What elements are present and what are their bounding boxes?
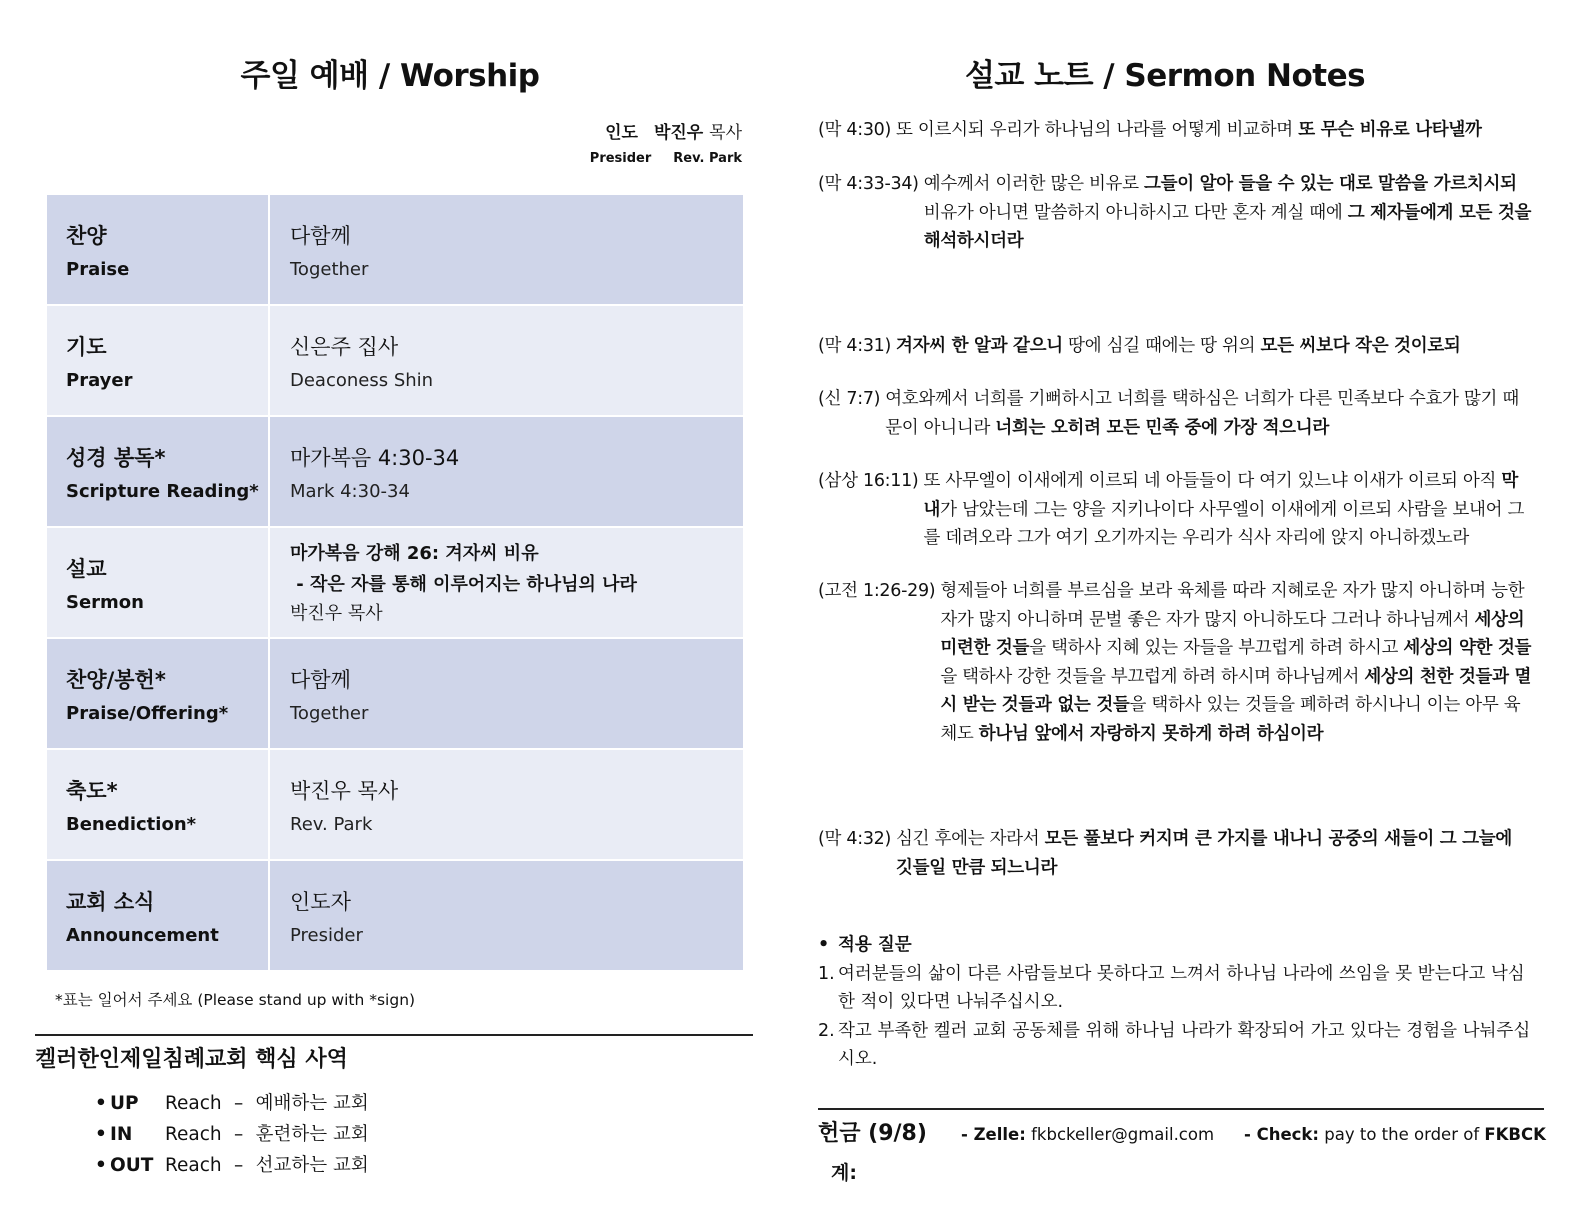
verse-block — [818, 825, 1534, 882]
order-item-leader-en: Presider — [290, 924, 363, 946]
order-item-name — [46, 416, 269, 527]
sermon-notes-title: 설교 노트 / Sermon Notes — [964, 58, 1366, 94]
verse-run: 형제들아 너희를 부르심을 보라 육체를 따라 지혜로운 자가 많지 아니하며 능한 자가 많지 아니하며 문벌 좋은 자가 많지 아니하도다 그러나 하나님께서 — [940, 581, 1525, 630]
table-row — [46, 305, 744, 416]
list-item — [95, 1152, 369, 1183]
verse-ref: (막 4:32) — [818, 829, 892, 849]
core-ministry-list — [95, 1090, 369, 1183]
order-item-leader — [269, 860, 744, 971]
ministry-reach: Reach — [165, 1155, 222, 1176]
order-item-name-kr: 설교 — [66, 556, 107, 581]
sermon-preacher: 박진우 목사 — [290, 602, 383, 624]
ministry-desc: 훈련하는 교회 — [255, 1124, 369, 1145]
order-item-name — [46, 638, 269, 749]
verse-emphasis: 모든 씨보다 작은 것이로되 — [1260, 336, 1461, 356]
list-item — [95, 1090, 369, 1121]
question-list — [818, 960, 1534, 1074]
verse-text — [896, 116, 1534, 145]
ministry-tag: OUT — [110, 1155, 154, 1176]
question-text: 작고 부족한 켈러 교회 공동체를 위해 하나님 나라가 확장되어 가고 있다는 경험을 나눠주십시오. — [838, 1020, 1531, 1069]
table-row — [46, 638, 744, 749]
presider-name-en: Rev. Park — [673, 151, 742, 166]
order-item-name-kr: 성경 봉독* — [66, 445, 166, 470]
order-item-leader-en: Deaconess Shin — [290, 369, 434, 391]
order-item-leader — [269, 527, 744, 638]
verse-run: 가 남았는데 그는 양을 지키나이다 사무엘이 이새에게 이르되 사람을 보내어 그를 데려오라 그가 여기 오기까지는 우리가 식사 자리에 앉지 아니하겠노라 — [923, 499, 1525, 548]
order-item-name-en: Praise — [66, 258, 130, 280]
order-item-name-en: Prayer — [66, 369, 133, 391]
verse-ref: (막 4:33-34) — [818, 174, 919, 194]
table-row — [46, 860, 744, 971]
verse-emphasis: 너희는 오히려 모든 민족 중에 가장 적으니라 — [995, 417, 1329, 438]
order-item-leader-kr: 마가복음 4:30-34 — [290, 445, 460, 470]
verse-text — [896, 825, 1534, 882]
order-item-name-kr: 축도* — [66, 778, 118, 803]
verse-run: 땅에 심길 때에는 땅 위의 — [1062, 336, 1261, 356]
order-item-name-en: Praise/Offering* — [66, 702, 229, 724]
question-number: 2. — [818, 1020, 835, 1041]
verse-run: 예수께서 이러한 많은 비유로 — [923, 174, 1145, 194]
verse-emphasis: 세상의 미련한 것들 — [940, 609, 1525, 658]
list-item — [818, 960, 1534, 1017]
order-of-worship-table — [45, 193, 745, 972]
presider-label-en: Presider — [589, 151, 652, 166]
verse-run: 비유가 아니면 말씀하지 아니하시고 다만 혼자 계실 때에 — [923, 202, 1348, 223]
order-item-name — [46, 305, 269, 416]
core-ministry-title: 켈러한인제일침례교회 핵심 사역 — [35, 1047, 348, 1072]
verse-emphasis: 그 제자들에게 모든 것을 해석하시더라 — [923, 202, 1532, 251]
offering-total-label: 계: — [831, 1162, 857, 1184]
order-item-name-en: Announcement — [66, 924, 219, 946]
verse-text — [896, 332, 1534, 361]
stand-up-note: *표는 일어서 주세요 (Please stand up with *sign) — [55, 991, 416, 1009]
verse-block — [818, 170, 1534, 256]
verse-emphasis: 겨자씨 한 알과 같으니 — [896, 336, 1063, 356]
verse-emphasis: 세상의 천한 것들과 멸시 받는 것들과 없는 것들 — [940, 666, 1532, 715]
zelle-info — [961, 1125, 1244, 1144]
list-item — [95, 1121, 369, 1152]
check-label: - Check: — [1244, 1125, 1319, 1144]
presider-label-kr: 인도 — [605, 123, 638, 143]
order-item-leader — [269, 194, 744, 305]
order-item-leader — [269, 416, 744, 527]
ministry-dash: – — [234, 1093, 244, 1114]
order-item-name-kr: 기도 — [66, 334, 107, 359]
verse-text — [940, 577, 1534, 748]
presider-name-kr: 박진우 — [653, 123, 704, 143]
worship-title: 주일 예배 / Worship — [240, 58, 540, 94]
application-heading-text: 적용 질문 — [838, 935, 912, 955]
ministry-dash: – — [234, 1124, 244, 1145]
order-item-leader-en: Together — [290, 258, 369, 280]
ministry-reach: Reach — [165, 1093, 222, 1114]
verse-ref: (막 4:31) — [818, 336, 892, 356]
zelle-email: fkbckeller@gmail.com — [1031, 1125, 1215, 1144]
verse-run: 여호와께서 너희를 기뻐하시고 너희를 택하심은 너희가 다른 민족보다 수효가 많기 때문이 아니니라 — [885, 389, 1519, 438]
verse-ref: (삼상 16:11) — [818, 471, 919, 491]
order-item-name-en: Scripture Reading* — [66, 480, 259, 502]
verse-emphasis: 모든 풀보다 커지며 큰 가지를 내나니 공중의 새들이 그 그늘에 깃들일 만큼 되느니라 — [896, 829, 1512, 878]
check-info — [1244, 1125, 1546, 1144]
order-item-name-en: Benediction* — [66, 813, 197, 835]
verse-emphasis: 하나님 앞에서 자랑하지 못하게 하려 하심이라 — [978, 723, 1324, 744]
order-item-leader — [269, 749, 744, 860]
verse-emphasis: 세상의 약한 것들 — [1403, 638, 1532, 658]
verse-block — [818, 385, 1534, 442]
verse-ref: (고전 1:26-29) — [818, 581, 936, 601]
bullet-icon: • — [95, 1124, 107, 1145]
bullet-icon: • — [818, 935, 830, 955]
order-item-leader-en: Rev. Park — [290, 813, 373, 835]
verse-run: 을 택하사 있는 것들을 폐하려 하시나니 이는 아무 육체도 — [940, 695, 1521, 744]
verse-ref: (신 7:7) — [818, 389, 881, 409]
order-item-leader — [269, 638, 744, 749]
question-number: 1. — [818, 963, 835, 984]
ministry-dash: – — [234, 1155, 244, 1176]
verse-emphasis: 그들이 알아 들을 수 있는 대로 말씀을 가르치시되 — [1144, 174, 1517, 194]
table-row — [46, 194, 744, 305]
bullet-icon: • — [95, 1155, 107, 1176]
ministry-desc: 예배하는 교회 — [255, 1093, 369, 1114]
question-text: 여러분들의 삶이 다른 사람들보다 못하다고 느껴서 하나님 나라에 쓰임을 못 받는다고 낙심한 적이 있다면 나눠주십시오. — [838, 963, 1525, 1012]
order-item-leader-kr: 다함께 — [290, 223, 351, 248]
verse-emphasis: 막내 — [923, 471, 1518, 520]
order-item-leader-kr: 인도자 — [290, 889, 351, 914]
order-item-name-kr: 찬양 — [66, 223, 107, 248]
sermon-title-line2: - 작은 자를 통해 이루어지는 하나님의 나라 — [290, 573, 637, 595]
list-item — [818, 1017, 1534, 1074]
order-item-leader-kr: 신은주 집사 — [290, 334, 399, 359]
order-item-name-kr: 찬양/봉헌* — [66, 667, 166, 692]
order-item-name — [46, 527, 269, 638]
order-item-name — [46, 860, 269, 971]
verse-block — [818, 116, 1534, 145]
offering-section — [818, 1116, 1546, 1184]
table-row — [46, 749, 744, 860]
verse-block — [818, 332, 1534, 361]
verse-ref: (막 4:30) — [818, 120, 892, 140]
bullet-icon: • — [95, 1093, 107, 1114]
verse-emphasis: 또 무슨 비유로 나타낼까 — [1298, 120, 1482, 140]
ministry-desc: 선교하는 교회 — [255, 1155, 369, 1176]
ministry-reach: Reach — [165, 1124, 222, 1145]
order-item-leader — [269, 305, 744, 416]
order-item-leader-en: Together — [290, 702, 369, 724]
table-row — [46, 527, 744, 638]
divider — [35, 1034, 753, 1036]
order-item-leader-en: Mark 4:30-34 — [290, 480, 410, 502]
order-item-name — [46, 194, 269, 305]
order-item-name-kr: 교회 소식 — [66, 889, 155, 914]
verse-text — [923, 467, 1534, 553]
application-heading — [818, 931, 1534, 960]
order-item-name — [46, 749, 269, 860]
offering-heading: 헌금 (9/8) — [818, 1121, 927, 1146]
verse-run: 을 택하사 강한 것들을 부끄럽게 하려 하시며 하나님께서 — [940, 666, 1365, 687]
check-payee: FKBCK — [1484, 1125, 1546, 1144]
verse-run: 또 이르시되 우리가 하나님의 나라를 어떻게 비교하며 — [896, 120, 1299, 140]
verse-block — [818, 577, 1534, 748]
presider-title-kr: 목사 — [709, 123, 742, 143]
check-value: pay to the order of — [1324, 1125, 1480, 1144]
sermon-title-line1: 마가복음 강해 26: 겨자씨 비유 — [290, 542, 539, 564]
zelle-label: - Zelle: — [961, 1125, 1026, 1144]
ministry-tag: IN — [110, 1124, 133, 1145]
divider — [818, 1108, 1544, 1110]
verse-run: 심긴 후에는 자라서 — [896, 829, 1045, 849]
application-questions — [818, 931, 1534, 1074]
order-item-name-en: Sermon — [66, 591, 144, 613]
verse-block — [818, 467, 1534, 553]
presider-block — [590, 118, 742, 166]
order-item-leader-kr: 다함께 — [290, 667, 351, 692]
order-item-leader-kr: 박진우 목사 — [290, 778, 399, 803]
verse-text — [924, 170, 1534, 256]
verse-text — [885, 385, 1534, 442]
verse-run: 을 택하사 지혜 있는 자들을 부끄럽게 하려 하시고 — [1029, 638, 1404, 658]
table-row — [46, 416, 744, 527]
ministry-tag: UP — [110, 1093, 139, 1114]
verse-run: 또 사무엘이 이새에게 이르되 네 아들들이 다 여기 있느냐 이새가 이르되 아직 — [923, 471, 1502, 491]
